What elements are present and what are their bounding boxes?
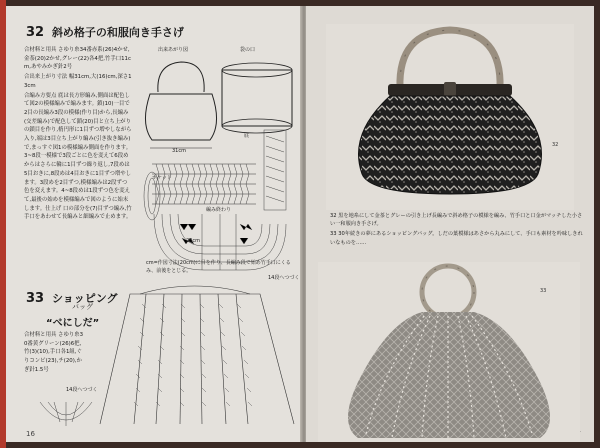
instruction-paragraph: 合出来上がり寸法 幅31cm,大(16)cm,深さ13cm bbox=[24, 74, 132, 89]
caption-33: 33 30年続きの夢にあるショッピングバッグ。しだの葉模様はあさから丸みにして、手口も素材を吟味しきれいなものを…… bbox=[330, 231, 583, 246]
continue-note: 14段へつづく bbox=[268, 275, 300, 281]
shopping-bag-photo-33 bbox=[318, 262, 580, 442]
instruction-paragraph: 合編み方要点 底は長方形編み,側面は配色して図2の模様編みで編みます。鎖(10)一目で2目の長編み3段の模様(作り目)から,長編み(交差編み)で配色して鎖(20)目と立ち上がりの鎖目を作り,楕円形に1目ずつ増やしながら入り,端は3目立ち上がり編み(引き抜き編み)で,まっすぐ図1の模様編み側面を作ります。3~8段一模様で3段ごとに色を変えて6段めからはさらに輪に1目ずつ繰り返し,7段めは5目おきに,8段めは4目おきに1目ずつ増やします。3段めを2目ずつ,模様編みは2段ずつ色を変えます。4~8段めは1段ずつ色を変えて,最後の始めを模様編みで図のように始末します。仕上げ 口の部分を(7)目ずつ編み,竹手口をあわせて長編みと細編みで止めます。 bbox=[24, 92, 132, 221]
page-number-left: 16 bbox=[26, 430, 35, 438]
diagram-note: cm=作図寸法(20cm)に目を作り、長編み段で始め竹手口にくるみ、前後をとじる。 bbox=[146, 260, 291, 274]
photo-captions bbox=[330, 212, 586, 249]
diagram-label-pocket: ポケット bbox=[152, 175, 172, 181]
pattern-33-number: 33 bbox=[26, 291, 45, 306]
pattern-33-subtitle: バッグ bbox=[72, 303, 93, 311]
pattern-33-name: “べにしだ” bbox=[46, 318, 100, 329]
photo-33-number: 33 bbox=[540, 288, 547, 294]
handbag-32-image bbox=[326, 24, 574, 210]
diagram-label-top: 袋の口 bbox=[240, 47, 256, 53]
handbag-photo-32 bbox=[326, 24, 574, 210]
left-page bbox=[6, 6, 302, 442]
photo-32-number: 32 bbox=[552, 142, 559, 148]
caption-32: 32 黒を地糸にして金茶とグレーの引き上げ長編みで斜め格子の模様を編み、竹手口と口金がマッチした小さい一和服向き手さげ。 bbox=[330, 213, 583, 228]
instruction-paragraph: 合材料と用具 さゆり糸34番赤系(26)4かせ,金茶(20)2かせ,グレー(22)各4把,竹手口11cm,あやみかぎ針2号 bbox=[24, 47, 131, 71]
pattern-33-instructions bbox=[24, 331, 86, 375]
diagram-label-edge: 編み終わり bbox=[206, 207, 232, 213]
pattern-32-title bbox=[26, 24, 184, 40]
book-spread bbox=[6, 6, 594, 442]
base-circle-diagram bbox=[36, 398, 96, 438]
diagram-label-width: 31cm bbox=[172, 148, 186, 154]
diagram-label-dia: 20cm bbox=[186, 238, 200, 244]
pattern-32-instructions bbox=[24, 46, 132, 223]
pattern-33-title-text: ショッピング bbox=[51, 292, 118, 305]
bag-outline-diagram bbox=[136, 44, 296, 294]
pattern-32-number: 32 bbox=[26, 25, 45, 40]
shopping-bag-diagram bbox=[90, 284, 300, 434]
diagram-label-base: 底 bbox=[244, 133, 250, 139]
diagram-label-handle: 出来あがり図 bbox=[158, 47, 189, 53]
instruction-paragraph: 合材料と用具 さゆり糸30番黄グリーン(26)6把,竹(3)(10),手口各1組,ぐりコンビ(23),チ(20),かぎ針1.5号 bbox=[24, 332, 84, 373]
pattern-32-title-text: 斜め格子の和服向き手さげ bbox=[51, 26, 184, 39]
continue-note-33: 14段へつづく bbox=[66, 387, 98, 393]
